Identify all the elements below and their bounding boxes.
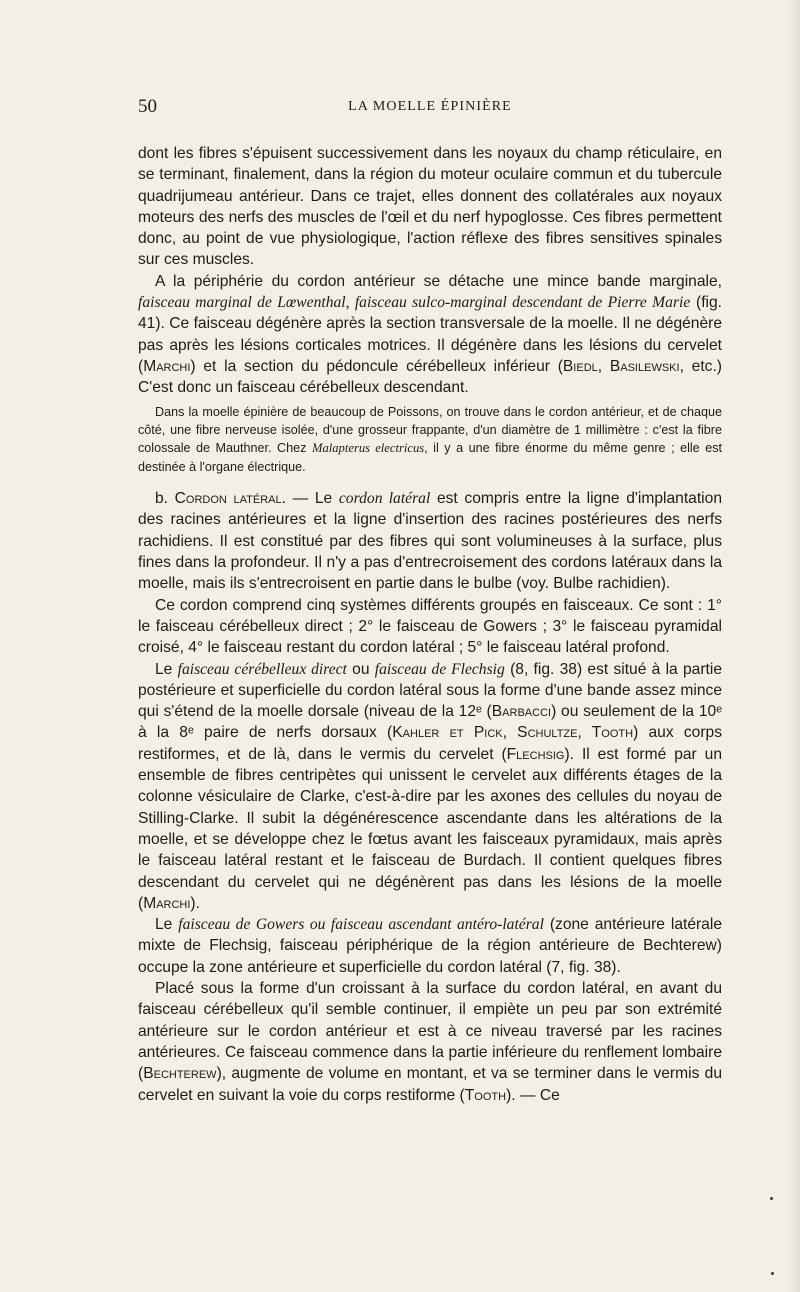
- text-run: ). Il est formé par un ensemble de fibres centripètes qui unissent le cervelet aux différents étages de la colonne vésiculaire de Clarke, c'est-à-dire par les axones des cellules du noyau de Stilling-Clarke. Il subit la dégénérescence ascendante dans les altérations de la moelle, et se développe chez le fœtus avant les faisceaux pyramidaux, mais après le faisceau latéral restant et le faisceau de Burdach. Il contient quelques fibres descendant du cervelet qui ne dégénèrent pas dans les lésions de la moelle (: [138, 745, 723, 912]
- paragraph-6: [138, 914, 722, 978]
- text-run: est compris entre la ligne d'implantation des racines antérieures et la ligne d'insertion des racines postérieures des nerfs rachidiens. Il est constitué par des fibres qui sont volumineuses à la surface, plus fines dans la profondeur. Il n'y a pas d'entrecroisement des cordons latéraux dans la moelle, mais ils s'entrecroisent en partie dans le bulbe (voy. Bulbe rachidien).: [138, 490, 722, 593]
- author-name: Kahler et Pick, Schultze, Tooth: [392, 724, 634, 742]
- author-name: Flechsig: [506, 745, 565, 763]
- page-body: [138, 143, 722, 1106]
- footnote-block: [138, 403, 722, 477]
- italic-term: faisceau de Gowers ou faisceau ascendant antéro-latéral: [178, 916, 544, 934]
- text-run: ) aux corps restiformes, et de là, dans le vermis du cervelet (: [138, 724, 722, 763]
- author-name: Biedl, Basilewski: [562, 357, 680, 375]
- text-run: . — Le: [281, 490, 339, 508]
- text-run: Placé sous la forme d'un croissant à la surface du cordon latéral, en avant du faisceau cérébelleux qu'il semble continuer, il empiète un peu par son extrémité antérieure sur le cordon antérieur et est à ce niveau traversé par les racines antérieures. Ce faisceau commence dans la partie inférieure du renflement lombaire (: [138, 980, 722, 1083]
- text-run: b.: [155, 490, 175, 508]
- italic-term: Malapterus electricus: [311, 441, 425, 456]
- text-run: ) ou seulement de la 10ᵉ à la 8ᵉ paire de nerfs dorsaux (: [138, 703, 722, 742]
- text-run: , etc.) C'est donc un faisceau cérébelleux descendant.: [138, 357, 722, 397]
- paragraph-1: dont les fibres s'épuisent successivement dans les noyaux du champ réticulaire, en se terminant, finalement, dans la région du moteur oculaire commun et du tubercule quadrijumeau antérieur. Dans ce trajet, elles donnent des collatérales aux noyaux moteurs des nerfs des muscles de l'œil et du nerf hypoglosse. Ces fibres permettent donc, au point de vue physiologique, l'action réflexe des fibres sensitives spinales sur ces muscles.: [138, 145, 722, 269]
- paragraph-5: [138, 659, 722, 915]
- paragraph-4: Ce cordon comprend cinq systèmes différents groupés en faisceaux. Ce sont : 1° le faisceau cérébelleux direct ; 2° le faisceau de Gowers ; 3° le faisceau pyramidal croisé, 4° le faisceau restant du cordon latéral ; 5° le faisceau latéral profond.: [138, 596, 722, 657]
- italic-term: faisceau marginal de Lœwenthal, faisceau sulco-marginal descendant de Pierre Marie: [138, 294, 691, 312]
- text-run: (zone antérieure latérale mixte de Flechsig, faisceau périphérique de la région antérieure de Bechterew) occupe la zone antérieure et superficielle du cordon latéral (7, fig. 38).: [138, 916, 722, 976]
- author-name: Barbacci: [491, 703, 552, 721]
- italic-term: faisceau cérébelleux direct: [177, 660, 347, 678]
- author-name: Marchi: [143, 894, 191, 912]
- text-run: ).: [190, 894, 200, 912]
- text-run: Dans la moelle épinière de beaucoup de Poissons, on trouve dans le cordon antérieur, et de chaque côté, une fibre nerveuse isolée, d'une grosseur frappante, d'un diamètre de 1 millimètre : c'est la fibre colossale de Mauthner. Chez: [138, 404, 722, 456]
- running-head: LA MOELLE ÉPINIÈRE: [348, 99, 512, 114]
- section-heading: Cordon latéral: [174, 490, 282, 508]
- page-header: [138, 96, 722, 118]
- text-run: ). — Ce: [506, 1086, 560, 1104]
- italic-term: cordon latéral: [338, 490, 431, 508]
- author-name: Marchi: [143, 357, 191, 375]
- text-run: ), augmente de volume en montant, et va se terminer dans le vermis du cervelet en suivant la voie du corps restiforme (: [138, 1065, 722, 1104]
- page-number: 50: [138, 96, 157, 117]
- text-run: (8, fig. 38) est situé à la partie postérieure et superficielle du cordon latéral sous la forme d'une bande assez mince qui s'étend de la moelle dorsale (niveau de la 12ᵉ (: [138, 660, 722, 721]
- italic-term: faisceau de Flechsig: [374, 660, 505, 678]
- text-run: A la périphérie du cordon antérieur se détache une mince bande marginale,: [155, 272, 722, 290]
- text-run: (fig. 41). Ce faisceau dégénère après la section transversale de la moelle. Il ne dégénère pas après les lésions corticales motrices. Il dégénère dans les lésions du cervelet (: [138, 294, 722, 375]
- paragraph-2: [138, 271, 722, 399]
- text-run: ou: [346, 660, 375, 678]
- text-run: ) et la section du pédoncule cérébelleux inférieur (: [190, 357, 563, 375]
- paper-speck: [770, 1197, 773, 1200]
- page-edge-shadow: [786, 0, 800, 1292]
- author-name: Bechterew: [143, 1065, 217, 1083]
- text-run: , il y a une fibre énorme du même genre ; elle est destinée à l'organe électrique.: [138, 441, 722, 474]
- author-name: Tooth: [464, 1086, 507, 1104]
- paper-speck: [771, 1272, 774, 1275]
- paragraph-lateral-cord: [138, 488, 722, 594]
- text-run: Le: [155, 660, 178, 678]
- text-run: Le: [155, 916, 179, 934]
- paragraph-7: [138, 978, 722, 1106]
